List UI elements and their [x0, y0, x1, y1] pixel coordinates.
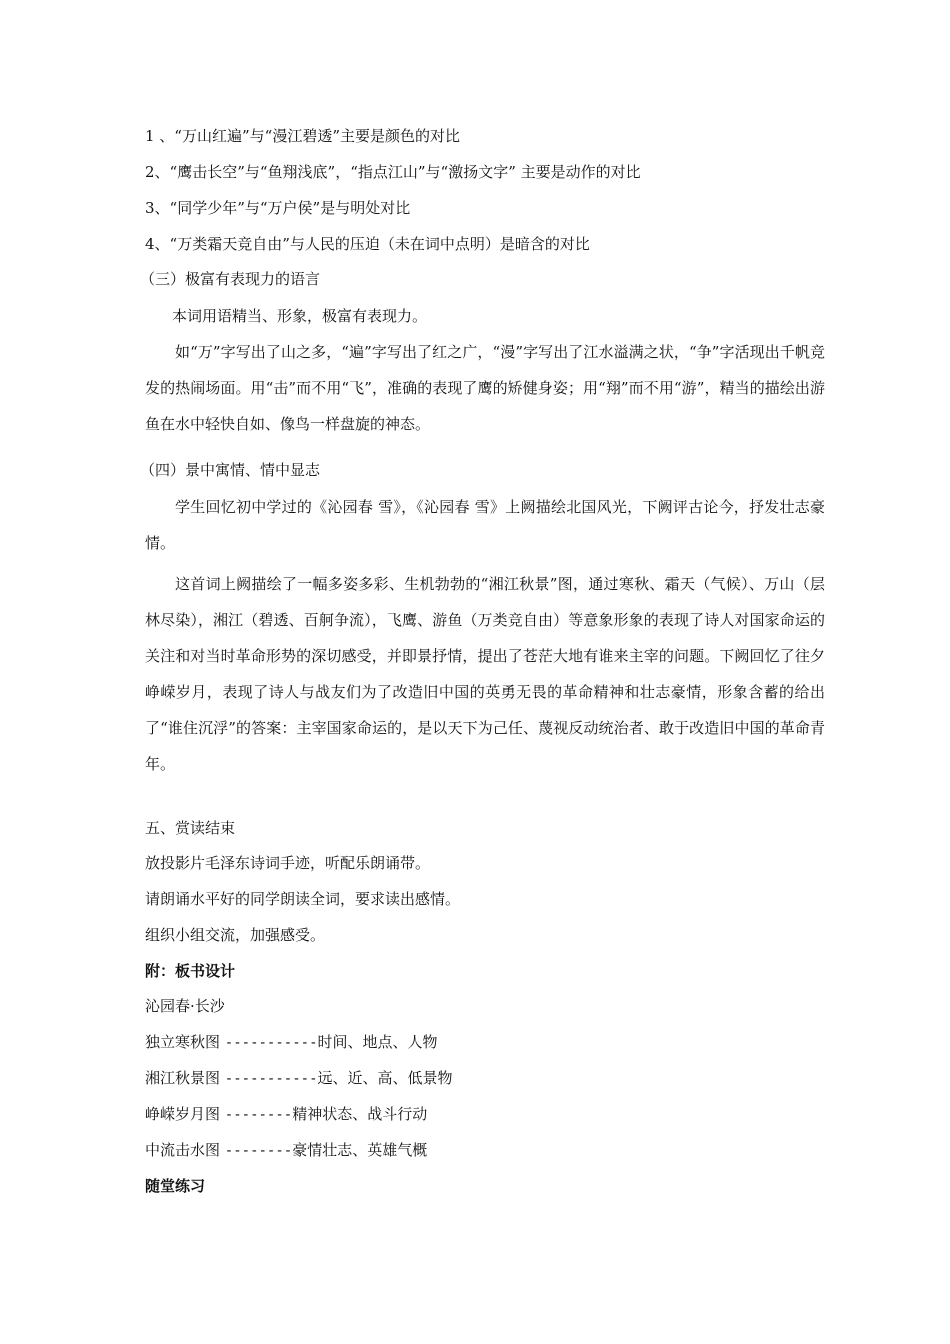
contrast-item-2: 2、“鹰击长空”与“鱼翔浅底”，“指点江山”与“激扬文字” 主要是动作的对比 — [145, 163, 641, 181]
section5-line-3: 组织小组交流，加强感受。 — [145, 926, 326, 944]
board-row-4 — [145, 1140, 427, 1161]
section3-heading: （三）极富有表现力的语言 — [140, 270, 321, 288]
board-row-dash: -------- — [224, 1143, 293, 1159]
contrast-item-3: 3、“同学少年”与“万户侯”是与明处对比 — [145, 199, 411, 217]
board-row-1 — [145, 1032, 438, 1053]
contrast-item-1: 1 、“万山红遍”与“漫江碧透”主要是颜色的对比 — [145, 127, 460, 145]
contrast-item-4: 4、“万类霜天竞自由”与人民的压迫（未在词中点明）是暗含的对比 — [145, 235, 590, 253]
board-row-desc: 精神状态、战斗行动 — [292, 1105, 428, 1123]
board-row-3 — [145, 1104, 427, 1125]
board-row-dash: -------- — [224, 1107, 293, 1123]
section3-paragraph: 如“万”字写出了山之多，“遍”字写出了红之广，“漫”字写出了江水溢满之状，“争”字活现出千帆竞发的热闹场面。用“击”而不用“飞”，准确的表现了鹰的矫健身姿；用“翔”而不用“游”，精当的描绘出游鱼在水中轻快自如、像鸟一样盘旋的神态。 — [145, 343, 825, 433]
board-row-desc: 远、近、高、低景物 — [317, 1069, 453, 1087]
section4-paragraph-2: 这首词上阙描绘了一幅多姿多彩、生机勃勃的“湘江秋景”图，通过寒秋、霜天（气候）、万山（层林尽染），湘江（碧透、百舸争流），飞鹰、游鱼（万类竞自由）等意象形象的表现了诗人对国家命运的关注和对当时革命形势的深切感受，并即景抒情，提出了苍茫大地有谁来主宰的问题。下阙回忆了往夕峥嵘岁月，表现了诗人与战友们为了改造旧中国的英勇无畏的革命精神和壮志豪情，形象含蓄的给出了“谁住沉浮”的答案：主宰国家命运的，是以天下为己任、蔑视反动统治者、敢于改造旧中国的革命青年。 — [145, 575, 825, 773]
section5-line-2: 请朗诵水平好的同学朗读全词，要求读出感情。 — [145, 890, 461, 908]
section4-heading: （四）景中寓情、情中显志 — [140, 461, 321, 479]
board-row-dash: ----------- — [224, 1035, 318, 1051]
board-row-label: 湘江秋景图 — [145, 1069, 225, 1087]
board-row-desc: 时间、地点、人物 — [317, 1033, 438, 1051]
board-row-label: 峥嵘岁月图 — [145, 1105, 225, 1123]
practice-heading: 随堂练习 — [145, 1177, 206, 1195]
board-title: 沁园春·长沙 — [145, 997, 225, 1015]
board-row-desc: 豪情壮志、英雄气概 — [292, 1141, 428, 1159]
section4-paragraph-1: 学生回忆初中学过的《沁园春 雪》，《沁园春 雪》上阙描绘北国风光，下阙评古论今，抒发壮志豪情。 — [145, 498, 825, 552]
board-heading: 附：板书设计 — [145, 962, 236, 980]
board-row-label: 独立寒秋图 — [145, 1033, 225, 1051]
section5-line-1: 放投影片毛泽东诗词手迹，听配乐朗诵带。 — [145, 854, 431, 872]
board-row-2 — [145, 1068, 453, 1089]
board-row-dash: ----------- — [224, 1071, 318, 1087]
board-row-label: 中流击水图 — [145, 1141, 225, 1159]
section3-intro: 本词用语精当、形象，极富有表现力。 — [172, 307, 428, 325]
section5-heading: 五、赏读结束 — [145, 819, 236, 837]
